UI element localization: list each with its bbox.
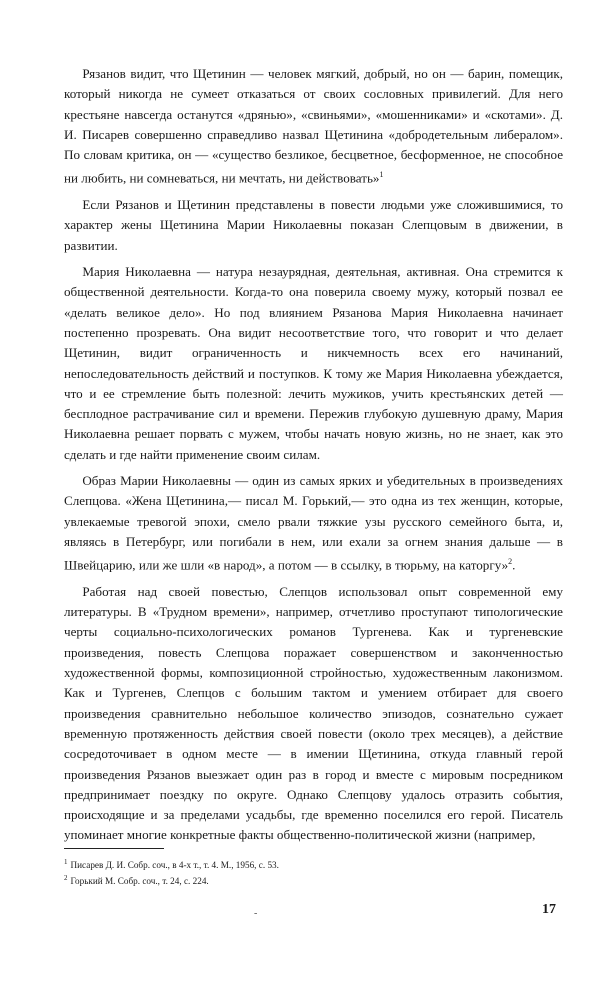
page-number: 17 bbox=[542, 902, 556, 917]
body-text bbox=[64, 64, 563, 852]
paragraph-text: . bbox=[512, 557, 516, 573]
footnote-divider bbox=[64, 848, 164, 849]
footnotes bbox=[64, 856, 524, 888]
footnote-number: 2 bbox=[64, 874, 68, 883]
footnote-text: Горький М. Собр. соч., т. 24, с. 224. bbox=[70, 876, 209, 887]
footnote-ref: 2 bbox=[508, 557, 513, 567]
footnote-text: Писарев Д. И. Собр. соч., в 4-х т., т. 4. М., 1956, с. 53. bbox=[70, 860, 279, 871]
paragraph-text: Мария Николаевна — натура незаурядная, деятельная, активная. Она стремится к общественной деятельности. Когда-то она поверила своему мужу, который позвал ее «делать великое дело». Но под влиянием Рязанова Мария Николаевна начинает постепенно прозревать. Она видит несоответствие того, что говорит и что делает Щетинин, видит ограниченность и никчемность всех его начинаний, непоследовательность действий и поступков. К тому же Мария Николаевна убеждается, что и ее стремление быть полезной: лечить мужиков, учить крестьянских детей — бесплодное растрачивание сил и времени. Пережив глубокую душевную драму, Мария Николаевна решает порвать с мужем, чтобы начать новую жизнь, но не знает, как это сделать и где найти применение своим силам. bbox=[64, 264, 563, 462]
print-mark: - bbox=[254, 908, 258, 919]
footnote-ref: 1 bbox=[379, 170, 384, 180]
paragraph-5 bbox=[64, 582, 563, 846]
paragraph-1 bbox=[64, 64, 563, 189]
paragraph-text: Образ Марии Николаевны — один из самых ярких и убедительных в произведениях Слепцова. «Жена Щетинина,— писал М. Горький,— это одна из тех женщин, которые, увлекаемые тревогой эпохи, смело рвали тяжкие узы русского семейного быта, и, являясь в Петербург, или погибали в нем, или ехали за огнем знания дальше — в Швейцарию, или же шли «в народ», а потом — в ссылку, в тюрьму, на каторгу» bbox=[64, 473, 563, 573]
footnote-2 bbox=[64, 872, 524, 888]
paragraph-2 bbox=[64, 195, 563, 256]
footnote-1 bbox=[64, 856, 524, 872]
paragraph-4 bbox=[64, 471, 563, 576]
paragraph-text: Работая над своей повестью, Слепцов использовал опыт современной ему литературы. В «Трудном времени», например, отчетливо проступают типологические черты социально-психологических романов Тургенева. Как и тургеневские произведения, повесть Слепцова поражает совершенством и законченностью художественной формы, композиционной стройностью, художественным лаконизмом. Как и Тургенев, Слепцов с большим тактом и умением отбирает для своего произведения сравнительно небольшое количество эпизодов, сознательно сужает временную протяженность действия своей повести (около трех месяцев), а действие сосредоточивает в одном месте — в имении Щетинина, откуда главный герой произведения Рязанов выезжает один раз в город и вместе с мировым посредником предпринимает поездку по округе. Однако Слепцову удалось отразить события, происходящие и за пределами усадьбы, где временно поселился его герой. Писатель упоминает многие конкретные факты общественно-политической жизни (например, bbox=[64, 583, 563, 843]
footnote-number: 1 bbox=[64, 858, 68, 866]
paragraph-text: Рязанов видит, что Щетинин — человек мягкий, добрый, но он — барин, помещик, который никогда не сумеет отказаться от своих сословных привилегий. Для него крестьяне навсегда останутся «дрянью», «свиньями», «мошенниками» и «скотами». Д. И. Писарев совершенно справедливо назвал Щетинина «добродетельным либералом». По словам критика, он — «существо безликое, бесцветное, бесформенное, не способное ни любить, ни сомневаться, ни мечтать, ни действовать» bbox=[64, 66, 563, 186]
paragraph-text: Если Рязанов и Щетинин представлены в повести людьми уже сложившимися, то характер жены Щетинина Марии Николаевны показан Слепцовым в движении, в развитии. bbox=[64, 197, 563, 253]
paragraph-3 bbox=[64, 262, 563, 465]
